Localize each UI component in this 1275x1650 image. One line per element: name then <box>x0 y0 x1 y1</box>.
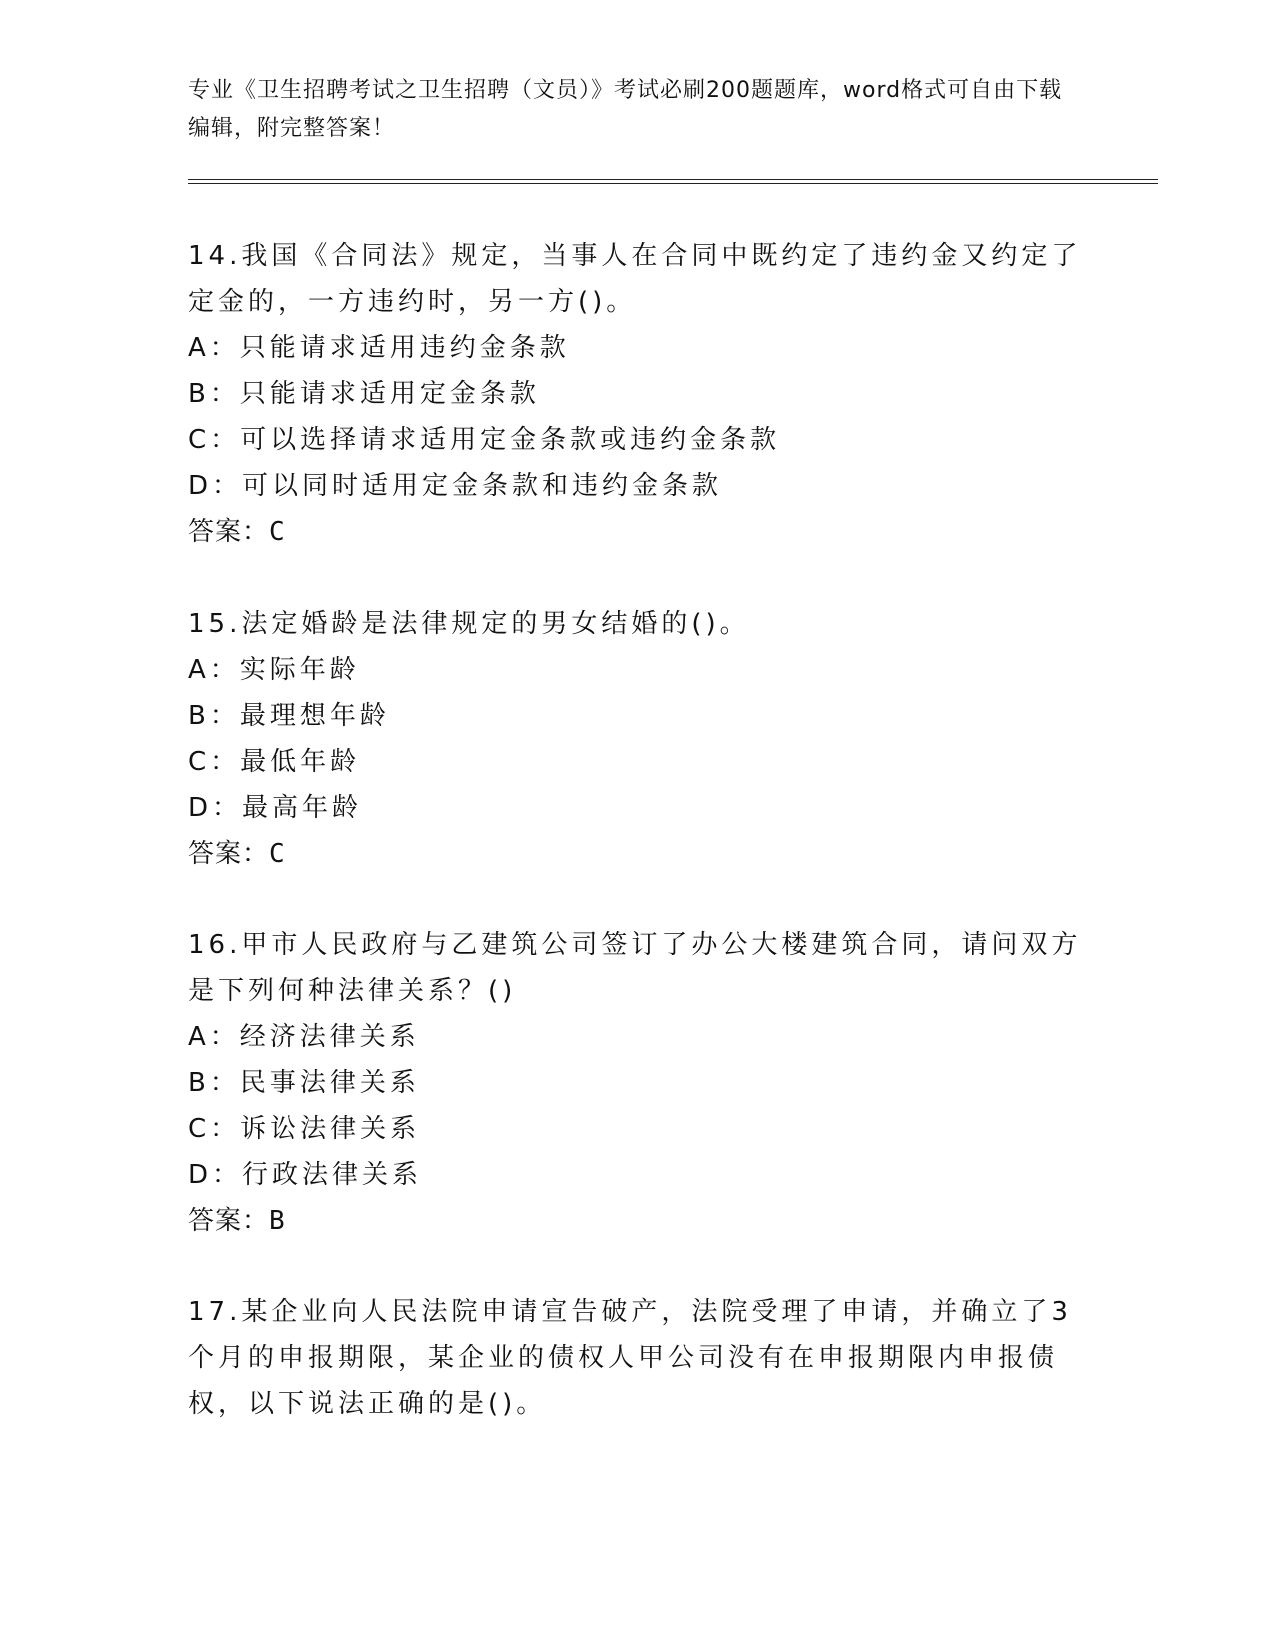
question-17 <box>188 1289 1088 1427</box>
header-divider-bottom <box>188 183 1158 184</box>
document-header: 专业《卫生招聘考试之卫生招聘（文员）》考试必刷200题题库，word格式可自由下载编辑，附完整答案！ <box>188 78 1063 141</box>
option-a: A：经济法律关系 <box>188 1022 420 1052</box>
answer-line <box>188 1198 1088 1244</box>
option-b: B：最理想年龄 <box>188 701 390 731</box>
question-stem: 15.法定婚龄是法律规定的男女结婚的()。 <box>188 609 750 639</box>
answer-line <box>188 509 1088 555</box>
answer-value: C <box>269 839 286 869</box>
option-c: C：诉讼法律关系 <box>188 1114 421 1144</box>
option-b: B：只能请求适用定金条款 <box>188 379 540 409</box>
question-15 <box>188 601 1088 877</box>
option-b: B：民事法律关系 <box>188 1068 420 1098</box>
option-c: C：可以选择请求适用定金条款或违约金条款 <box>188 425 781 455</box>
answer-label: 答案： <box>188 517 270 547</box>
header-divider-top <box>188 179 1158 180</box>
question-stem: 17.某企业向人民法院申请宣告破产，法院受理了申请，并确立了3个月的申报期限，某企业的债权人甲公司没有在申报期限内申报债权，以下说法正确的是()。 <box>188 1297 1072 1419</box>
answer-line <box>188 831 1088 877</box>
option-d: D：可以同时适用定金条款和违约金条款 <box>188 471 723 501</box>
question-stem: 16.甲市人民政府与乙建筑公司签订了办公大楼建筑合同，请问双方是下列何种法律关系？() <box>188 930 1082 1006</box>
question-14 <box>188 233 1088 555</box>
question-stem: 14.我国《合同法》规定，当事人在合同中既约定了违约金又约定了定金的，一方违约时，另一方()。 <box>188 241 1082 317</box>
option-a: A：实际年龄 <box>188 655 360 685</box>
answer-value: B <box>269 1206 286 1236</box>
option-d: D：最高年龄 <box>188 793 363 823</box>
option-c: C：最低年龄 <box>188 747 361 777</box>
option-d: D：行政法律关系 <box>188 1160 423 1190</box>
answer-label: 答案： <box>188 1206 270 1236</box>
answer-label: 答案： <box>188 839 270 869</box>
option-a: A：只能请求适用违约金条款 <box>188 333 570 363</box>
answer-value: C <box>269 517 286 547</box>
question-16 <box>188 922 1088 1244</box>
